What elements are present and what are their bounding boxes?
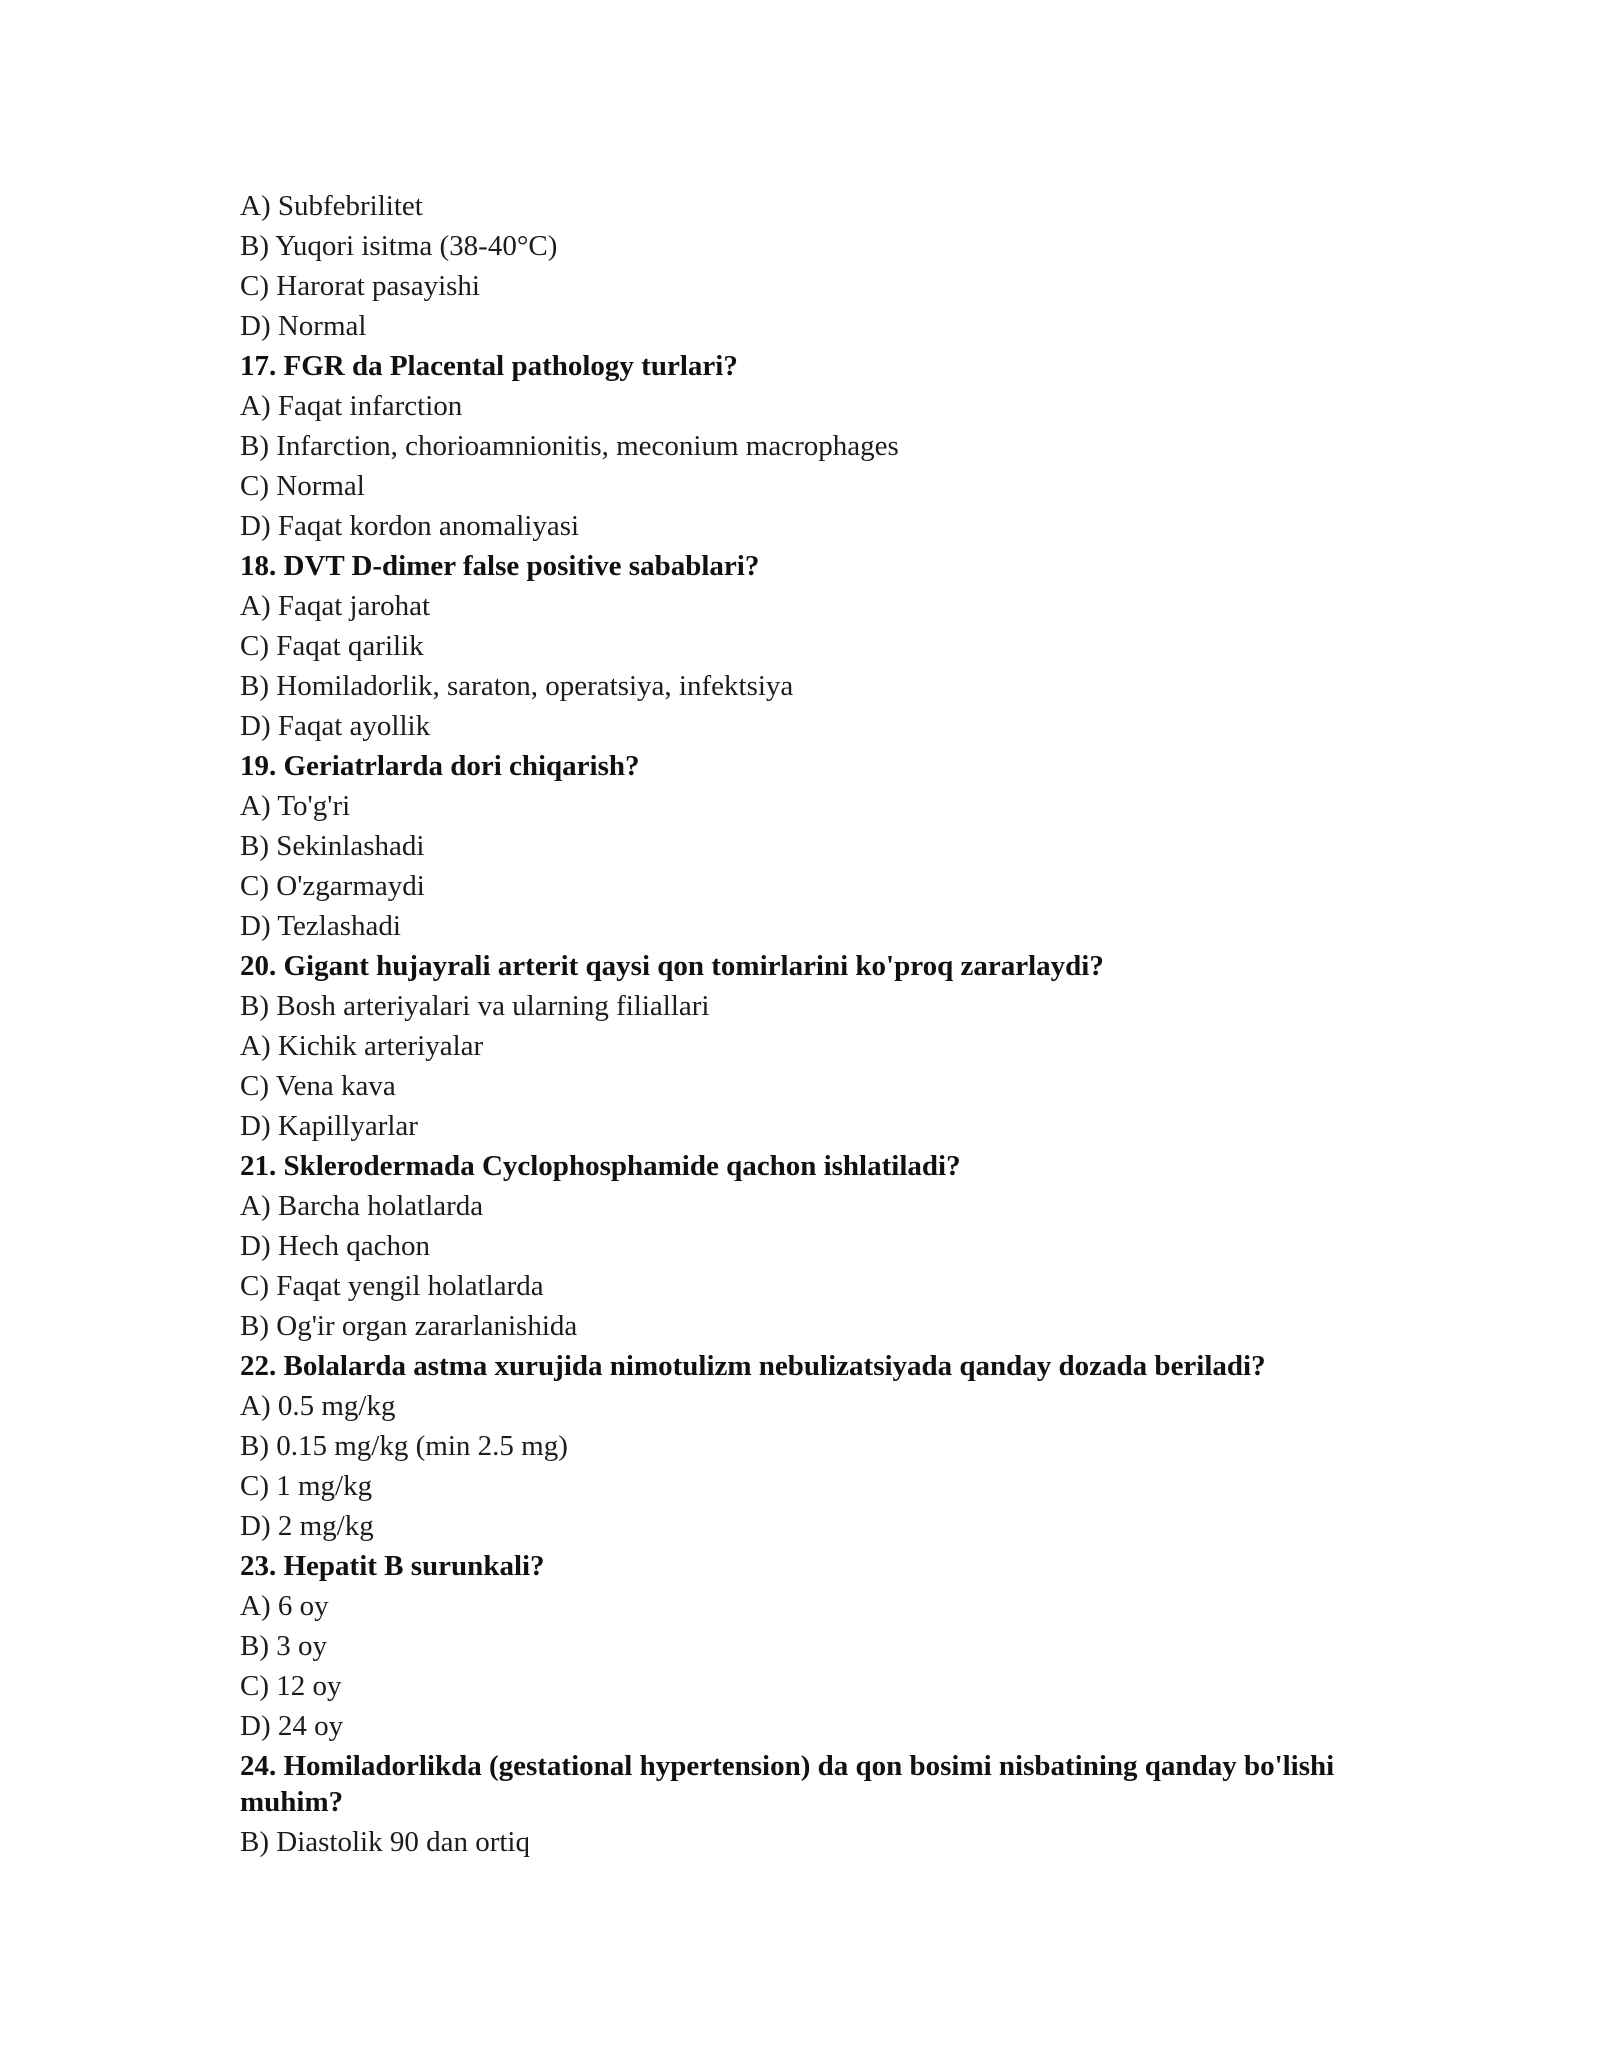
answer-option: A) 6 oy: [240, 1590, 329, 1622]
question-heading: 18. DVT D-dimer false positive sabablari?: [240, 550, 760, 582]
answer-option: D) Kapillyarlar: [240, 1110, 418, 1142]
answer-option: C) Faqat yengil holatlarda: [240, 1270, 544, 1302]
answer-option: B) Diastolik 90 dan ortiq: [240, 1826, 530, 1858]
answer-option: C) 12 oy: [240, 1670, 342, 1702]
answer-option: C) Faqat qarilik: [240, 630, 424, 662]
answer-option: D) Faqat kordon anomaliyasi: [240, 510, 580, 542]
answer-option: A) Faqat jarohat: [240, 590, 431, 622]
answer-option: D) 2 mg/kg: [240, 1510, 374, 1542]
answer-option: B) Bosh arteriyalari va ularning filiallari: [240, 990, 710, 1022]
answer-option: C) O'zgarmaydi: [240, 870, 425, 902]
answer-option: A) To'g'ri: [240, 790, 351, 822]
question-heading: 21. Sklerodermada Cyclophosphamide qachon ishlatiladi?: [240, 1150, 961, 1182]
answer-option: A) Kichik arteriyalar: [240, 1030, 484, 1062]
answer-option: B) 0.15 mg/kg (min 2.5 mg): [240, 1430, 568, 1462]
answer-option: A) Barcha holatlarda: [240, 1190, 484, 1222]
question-heading: 22. Bolalarda astma xurujida nimotulizm nebulizatsiyada qanday dozada beriladi?: [240, 1350, 1266, 1382]
answer-option: C) Normal: [240, 470, 365, 502]
answer-option: B) Infarction, chorioamnionitis, meconium macrophages: [240, 430, 899, 462]
answer-option: C) Harorat pasayishi: [240, 270, 480, 302]
answer-option: D) Tezlashadi: [240, 910, 401, 942]
answer-option: D) Faqat ayollik: [240, 710, 431, 742]
answer-option: A) Faqat infarction: [240, 390, 463, 422]
answer-option: B) Homiladorlik, saraton, operatsiya, infektsiya: [240, 670, 794, 702]
answer-option: D) Hech qachon: [240, 1230, 431, 1262]
answer-option: D) 24 oy: [240, 1710, 344, 1742]
answer-option: D) Normal: [240, 310, 367, 342]
question-heading: 19. Geriatrlarda dori chiqarish?: [240, 750, 640, 782]
answer-option: B) Og'ir organ zararlanishida: [240, 1310, 578, 1342]
quiz-content: [240, 186, 1380, 1862]
question-heading: 23. Hepatit B surunkali?: [240, 1550, 545, 1582]
answer-option: A) Subfebrilitet: [240, 190, 423, 222]
answer-option: C) 1 mg/kg: [240, 1470, 373, 1502]
answer-option: A) 0.5 mg/kg: [240, 1390, 396, 1422]
question-heading: 20. Gigant hujayrali arterit qaysi qon tomirlarini ko'proq zararlaydi?: [240, 950, 1104, 982]
answer-option: B) Yuqori isitma (38-40°C): [240, 230, 558, 262]
answer-option: C) Vena kava: [240, 1070, 396, 1102]
question-heading: 24. Homiladorlikda (gestational hypertension) da qon bosimi nisbatining qanday bo'lishi muhim?: [240, 1750, 1335, 1818]
question-heading: 17. FGR da Placental pathology turlari?: [240, 350, 738, 382]
answer-option: B) Sekinlashadi: [240, 830, 425, 862]
answer-option: B) 3 oy: [240, 1630, 327, 1662]
